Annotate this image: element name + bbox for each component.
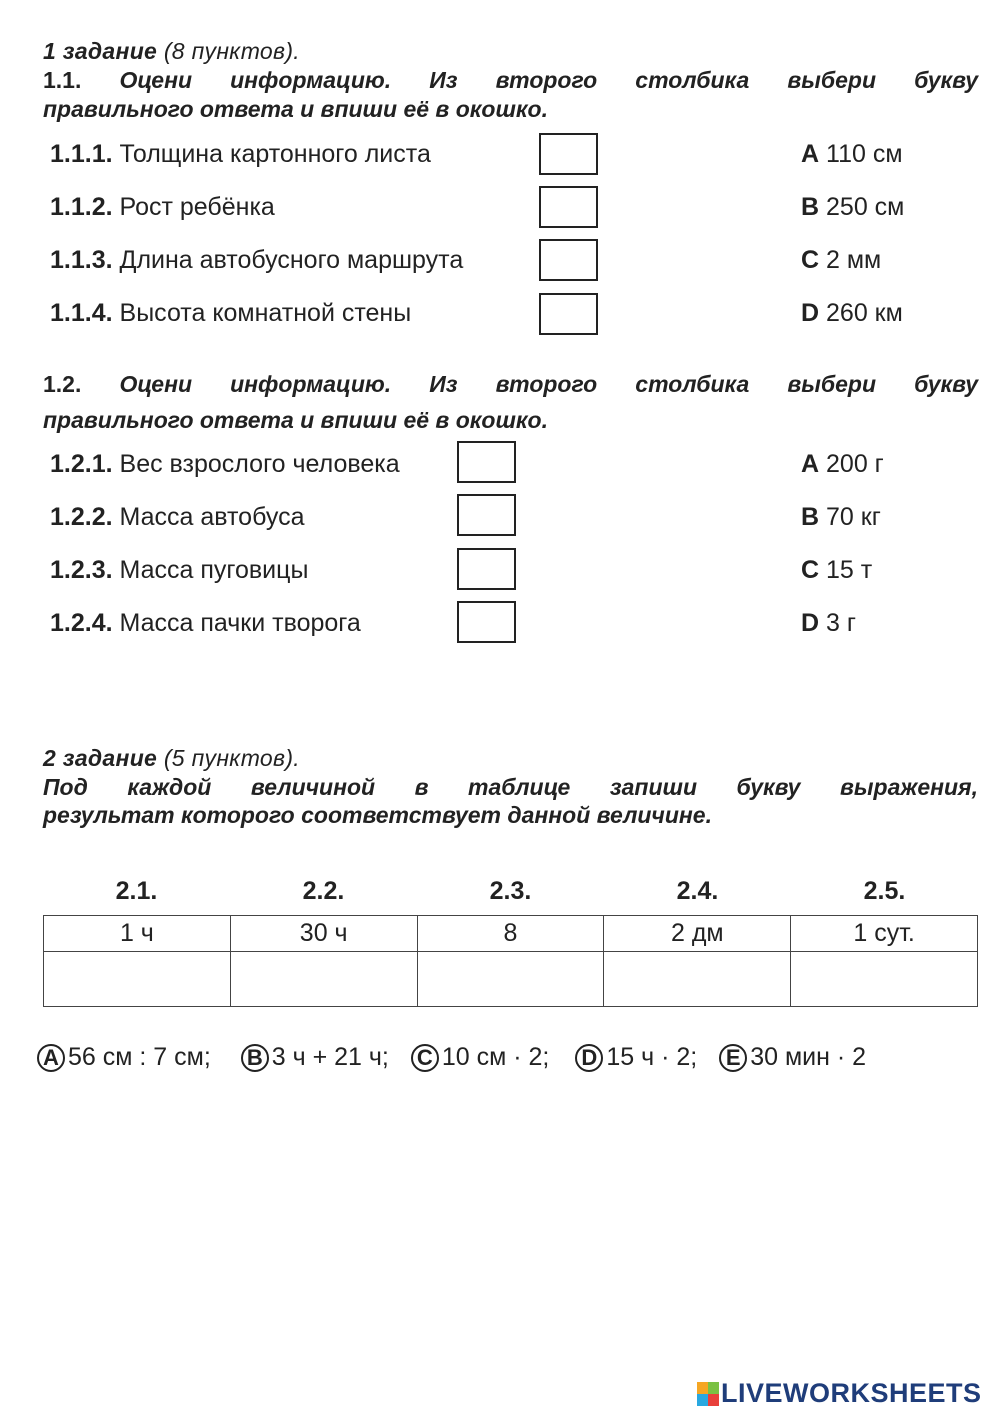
q1-answer-box-3[interactable] bbox=[539, 239, 598, 281]
task1-points: (8 пунктов). bbox=[157, 38, 300, 64]
q1-instruction-line2: правильного ответа и впиши её в окошко. bbox=[43, 96, 549, 122]
expression-option-c bbox=[411, 1043, 550, 1072]
q1-instruction-line1 bbox=[43, 67, 978, 94]
table-cell-value: 1 ч bbox=[44, 916, 231, 952]
option-letter: B bbox=[801, 503, 820, 531]
task2-points: (5 пунктов). bbox=[157, 745, 300, 771]
item-text: Масса автобуса bbox=[119, 503, 305, 531]
option-value: 3 г bbox=[826, 609, 856, 637]
expression-option-a bbox=[37, 1043, 211, 1072]
item-text: Вес взрослого человека bbox=[119, 450, 400, 478]
option-letter: B bbox=[801, 193, 820, 221]
column-heading-3: 2.3. bbox=[489, 877, 532, 905]
q2-answer-box-2[interactable] bbox=[457, 494, 516, 536]
circled-letter-icon: E bbox=[719, 1044, 747, 1072]
table-row-answers bbox=[44, 952, 978, 1007]
option-value: 260 км bbox=[826, 299, 903, 327]
q1-option-b bbox=[801, 193, 904, 222]
answer-table bbox=[43, 915, 978, 1007]
expression-options bbox=[37, 1043, 866, 1072]
expression-option-b bbox=[241, 1043, 389, 1072]
table-cell-value: 1 сут. bbox=[791, 916, 978, 952]
expression-text: 15 ч · 2; bbox=[606, 1043, 698, 1071]
q2-option-b bbox=[801, 503, 881, 532]
expression-text: 3 ч + 21 ч; bbox=[271, 1043, 389, 1071]
item-number: 1.1.1. bbox=[50, 140, 113, 168]
q1-option-a bbox=[801, 140, 903, 169]
q1-item-2 bbox=[50, 193, 275, 222]
item-number: 1.2.1. bbox=[50, 450, 113, 478]
q1-option-c bbox=[801, 246, 881, 275]
item-number: 1.1.3. bbox=[50, 246, 113, 274]
q1-item-4 bbox=[50, 299, 411, 328]
circled-letter-icon: D bbox=[575, 1044, 603, 1072]
table-row-values bbox=[44, 916, 978, 952]
q2-answer-box-4[interactable] bbox=[457, 601, 516, 643]
option-letter: A bbox=[801, 140, 820, 168]
option-value: 2 мм bbox=[826, 246, 882, 274]
q2-item-4 bbox=[50, 609, 361, 638]
expression-option-d bbox=[575, 1043, 697, 1072]
q1-answer-box-2[interactable] bbox=[539, 186, 598, 228]
q2-item-3 bbox=[50, 556, 308, 585]
option-letter: A bbox=[801, 450, 820, 478]
task2-instruction-line2: результат которого соответствует данной величине. bbox=[43, 802, 712, 828]
option-letter: C bbox=[801, 246, 820, 274]
q1-option-d bbox=[801, 299, 903, 328]
task2-title: 2 задание bbox=[43, 745, 158, 771]
item-number: 1.2.4. bbox=[50, 609, 113, 637]
item-text: Рост ребёнка bbox=[119, 193, 275, 221]
q1-answer-box-1[interactable] bbox=[539, 133, 598, 175]
expression-text: 30 мин · 2 bbox=[750, 1043, 867, 1071]
q1-instruction-text: Оцени информацию. Из второго столбика выбери букву bbox=[119, 67, 978, 93]
q2-number: 1.2. bbox=[43, 371, 82, 397]
expression-option-e bbox=[719, 1043, 866, 1072]
table-cell-value: 8 bbox=[417, 916, 604, 952]
item-text: Масса пуговицы bbox=[119, 556, 309, 584]
expression-text: 10 см · 2; bbox=[441, 1043, 550, 1071]
expression-text: 56 см : 7 см; bbox=[68, 1043, 211, 1071]
option-letter: D bbox=[801, 609, 820, 637]
column-heading-1: 2.1. bbox=[115, 877, 158, 905]
task2-instruction-line1: Под каждой величиной в таблице запиши букву выражения, bbox=[43, 774, 978, 800]
liveworksheets-logo-icon bbox=[697, 1382, 719, 1406]
option-value: 110 см bbox=[826, 140, 903, 168]
option-value: 70 кг bbox=[826, 503, 881, 531]
q2-instruction-line1 bbox=[43, 371, 978, 398]
q2-item-2 bbox=[50, 503, 304, 532]
table-answer-cell-2[interactable] bbox=[230, 952, 417, 1007]
circled-letter-icon: A bbox=[37, 1044, 65, 1072]
table-answer-cell-1[interactable] bbox=[44, 952, 231, 1007]
table-answer-cell-5[interactable] bbox=[791, 952, 978, 1007]
column-heading-2: 2.2. bbox=[302, 877, 345, 905]
q2-item-1 bbox=[50, 450, 400, 479]
option-value: 15 т bbox=[826, 556, 873, 584]
brand-name: LIVEWORKSHEETS bbox=[721, 1378, 982, 1408]
q1-answer-box-4[interactable] bbox=[539, 293, 598, 335]
item-text: Толщина картонного листа bbox=[119, 140, 431, 168]
q2-answer-box-3[interactable] bbox=[457, 548, 516, 590]
q2-option-c bbox=[801, 556, 872, 585]
option-letter: D bbox=[801, 299, 820, 327]
task1-title: 1 задание bbox=[43, 38, 158, 64]
q2-option-d bbox=[801, 609, 856, 638]
option-letter: C bbox=[801, 556, 820, 584]
item-number: 1.1.2. bbox=[50, 193, 113, 221]
q1-item-1 bbox=[50, 140, 431, 169]
item-number: 1.2.2. bbox=[50, 503, 113, 531]
item-text: Высота комнатной стены bbox=[119, 299, 412, 327]
item-text: Масса пачки творога bbox=[119, 609, 361, 637]
q1-item-3 bbox=[50, 246, 463, 275]
q2-instruction-line2: правильного ответа и впиши её в окошко. bbox=[43, 407, 549, 433]
liveworksheets-logo[interactable] bbox=[697, 1378, 982, 1409]
task1-heading bbox=[43, 38, 300, 65]
option-value: 200 г bbox=[826, 450, 884, 478]
item-number: 1.2.3. bbox=[50, 556, 113, 584]
item-number: 1.1.4. bbox=[50, 299, 113, 327]
task2-heading bbox=[43, 745, 300, 772]
q1-number: 1.1. bbox=[43, 67, 82, 93]
q2-option-a bbox=[801, 450, 884, 479]
item-text: Длина автобусного маршрута bbox=[119, 246, 464, 274]
table-answer-cell-4[interactable] bbox=[604, 952, 791, 1007]
option-value: 250 см bbox=[826, 193, 905, 221]
column-heading-4: 2.4. bbox=[676, 877, 719, 905]
circled-letter-icon: B bbox=[241, 1044, 269, 1072]
q2-instruction-text: Оцени информацию. Из второго столбика выбери букву bbox=[119, 371, 978, 397]
table-answer-cell-3[interactable] bbox=[417, 952, 604, 1007]
table-cell-value: 30 ч bbox=[230, 916, 417, 952]
column-heading-5: 2.5. bbox=[863, 877, 906, 905]
table-cell-value: 2 дм bbox=[604, 916, 791, 952]
q2-answer-box-1[interactable] bbox=[457, 441, 516, 483]
circled-letter-icon: C bbox=[411, 1044, 439, 1072]
